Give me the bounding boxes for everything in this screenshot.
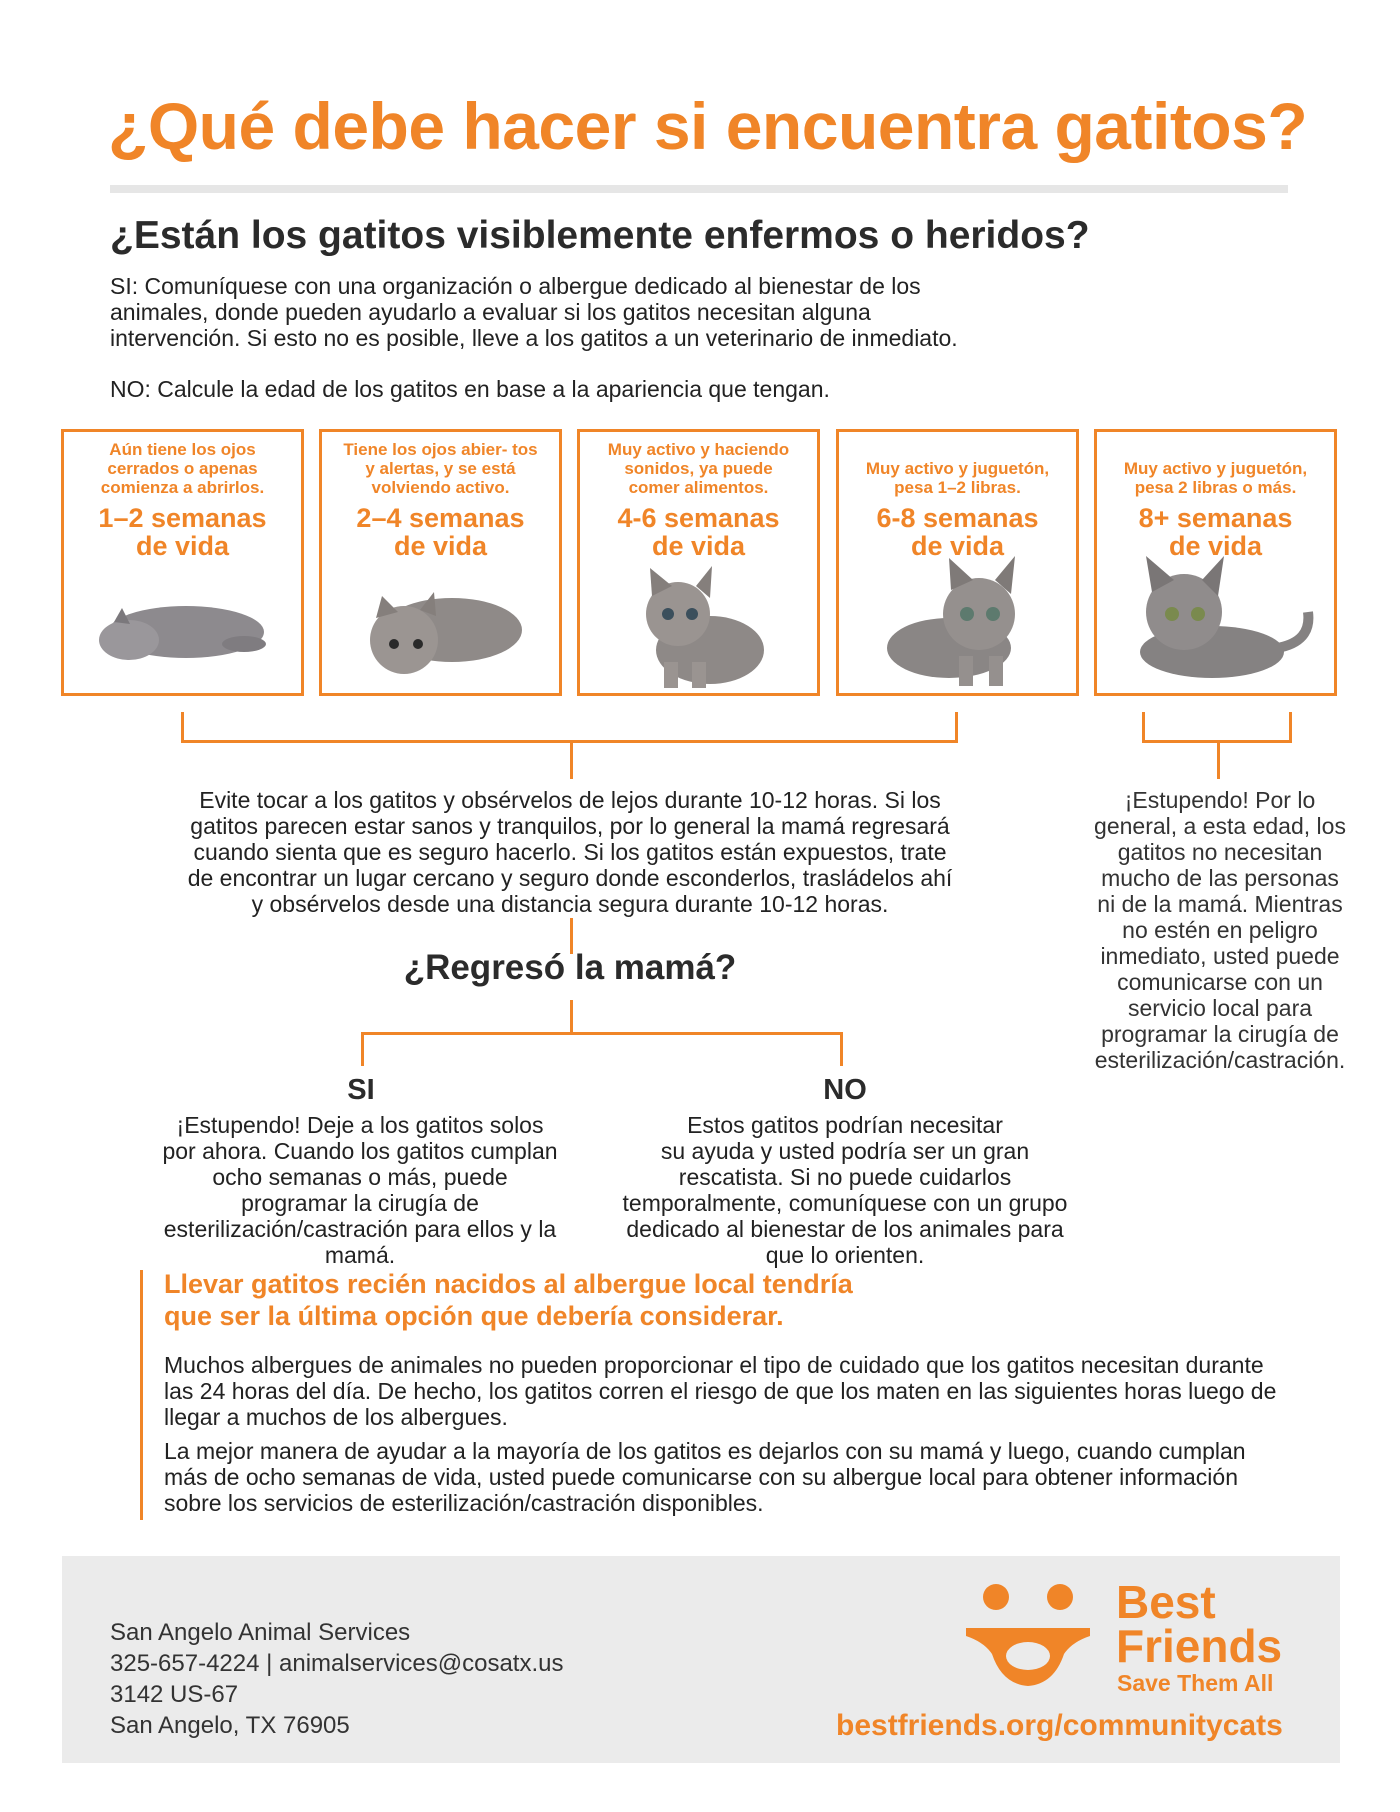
shelter-paragraph-1: Muchos albergues de animales no pueden proporcionar el tipo de cuidado que los gatitos necesitan durante las 24 horas del día. De hecho, los gatitos corren el riesgo de que los maten en las siguientes horas luego de llegar a muchos de los albergues.: [164, 1352, 1277, 1430]
warning-side-bar: [140, 1270, 143, 1520]
logo-tagline: Save Them All: [1117, 1670, 1274, 1696]
age-box-4-6-weeks: [577, 429, 820, 696]
question-sick: ¿Están los gatitos visiblemente enfermos o heridos?: [110, 214, 1090, 257]
age-box-label: 4-6 semanas de vida: [617, 503, 780, 561]
q2-branch-left: [361, 1032, 364, 1066]
answer-no-text: Estos gatitos podrían necesitar su ayuda y usted podría ser un gran rescatista. Si no puede cuidarlos temporalmente, comuníquese con un grupo dedicado al bienestar de los animales para que lo orienten.: [622, 1112, 1068, 1268]
observe-instructions: Evite tocar a los gatitos y obsérvelos de lejos durante 10-12 horas. Si los gatitos parecen estar sanos y tranquilos, por lo general la mamá regresará cuando sienta que es seguro hacerlo. Si los gatitos están expuestos, trate de encontrar un lugar cercano y seguro donde esconderlos, trasládelos ahí y obsérvelos desde una distancia segura durante 10-12 horas.: [187, 787, 953, 917]
age-box-description: Muy activo y juguetón, pesa 1–2 libras.: [865, 459, 1050, 497]
age-box-label: 2–4 semanas de vida: [356, 503, 525, 561]
yes-instructions: SI: Comuníquese con una organización o albergue dedicado al bienestar de los animales, donde pueden ayudarlo a evaluar si los gatitos necesitan alguna intervención. Si esto no es posible, lleve a los gatitos a un veterinario de inmediato.: [110, 273, 958, 351]
age-box-description: Muy activo y haciendo sonidos, ya puede comer alimentos.: [607, 440, 790, 497]
age-box-label: 8+ semanas de vida: [1138, 503, 1293, 561]
answer-si-label: SI: [347, 1074, 375, 1106]
bracket5-left-tick: [1142, 712, 1145, 742]
contact-phone-email[interactable]: 325-657-4224 | animalservices@cosatx.us: [110, 1650, 564, 1677]
age-box-label: 6-8 semanas de vida: [876, 503, 1039, 561]
bracket-stem: [570, 742, 573, 779]
age-box-description: Aún tiene los ojos cerrados o apenas comienza a abrirlos.: [100, 440, 265, 497]
age-box-8-plus-weeks: [1094, 429, 1337, 696]
age-box-description: Muy activo y juguetón, pesa 2 libras o más.: [1123, 459, 1308, 497]
contact-address-line2: San Angelo, TX 76905: [110, 1712, 350, 1739]
bracket5-right-tick: [1289, 712, 1292, 742]
young-kitten-icon: [332, 572, 552, 692]
contact-address-line1: 3142 US-67: [110, 1681, 239, 1708]
bracket5-stem: [1217, 742, 1220, 779]
shelter-paragraph-2: La mejor manera de ayudar a la mayoría de los gatitos es dejarlos con su mamá y luego, cuando cumplan más de ocho semanas de vida, usted puede comunicarse con su albergue local para obtener información sobre los servicios de esterilización/castración disponibles.: [164, 1438, 1246, 1516]
bracket-right-tick: [955, 712, 958, 742]
question-mom-returned: ¿Regresó la mamá?: [403, 948, 737, 987]
playful-kitten-icon: [859, 552, 1069, 692]
q2-branch-right: [840, 1032, 843, 1066]
answer-si-text: ¡Estupendo! Deje a los gatitos solos por ahora. Cuando los gatitos cumplan ocho semanas o más, puede programar la cirugía de esterilización/castración para ellos y la mamá.: [162, 1112, 558, 1268]
age-box-1-2-weeks: [61, 429, 304, 696]
older-kitten-icon: [1112, 552, 1327, 692]
website-link[interactable]: bestfriends.org/communitycats: [836, 1709, 1283, 1742]
age-box-6-8-weeks: [836, 429, 1079, 696]
age-box-label: 1–2 semanas de vida: [98, 503, 267, 561]
older-kitten-advice: ¡Estupendo! Por lo general, a esta edad, los gatitos no necesitan mucho de las personas ni de la mamá. Mientras no estén en peligro inmediato, usted puede comunicarse con un servicio local para programar la cirugía de esterilización/castración.: [1094, 787, 1346, 1073]
contact-name: San Angelo Animal Services: [110, 1619, 411, 1646]
page-title: ¿Qué debe hacer si encuentra gatitos?: [108, 89, 1308, 163]
warning-heading: Llevar gatitos recién nacidos al albergue local tendría que ser la última opción que debería considerar.: [164, 1269, 853, 1331]
q2-branch-bar: [361, 1032, 843, 1035]
best-friends-logo-icon: [960, 1580, 1100, 1700]
newborn-kitten-icon: [74, 572, 294, 692]
age-box-2-4-weeks: [319, 429, 562, 696]
active-kitten-icon: [600, 562, 800, 692]
contact-info: [110, 1617, 564, 1741]
q2-stem: [570, 1000, 573, 1034]
age-box-description: Tiene los ojos abier- tos y alertas, y se está volviendo activo.: [343, 440, 538, 497]
title-divider: [110, 185, 1288, 193]
no-instructions: NO: Calcule la edad de los gatitos en base a la apariencia que tengan.: [110, 376, 830, 402]
answer-no-label: NO: [823, 1074, 867, 1106]
bracket-left-tick: [181, 712, 184, 742]
logo-wordmark: Best Friends: [1116, 1576, 1283, 1672]
